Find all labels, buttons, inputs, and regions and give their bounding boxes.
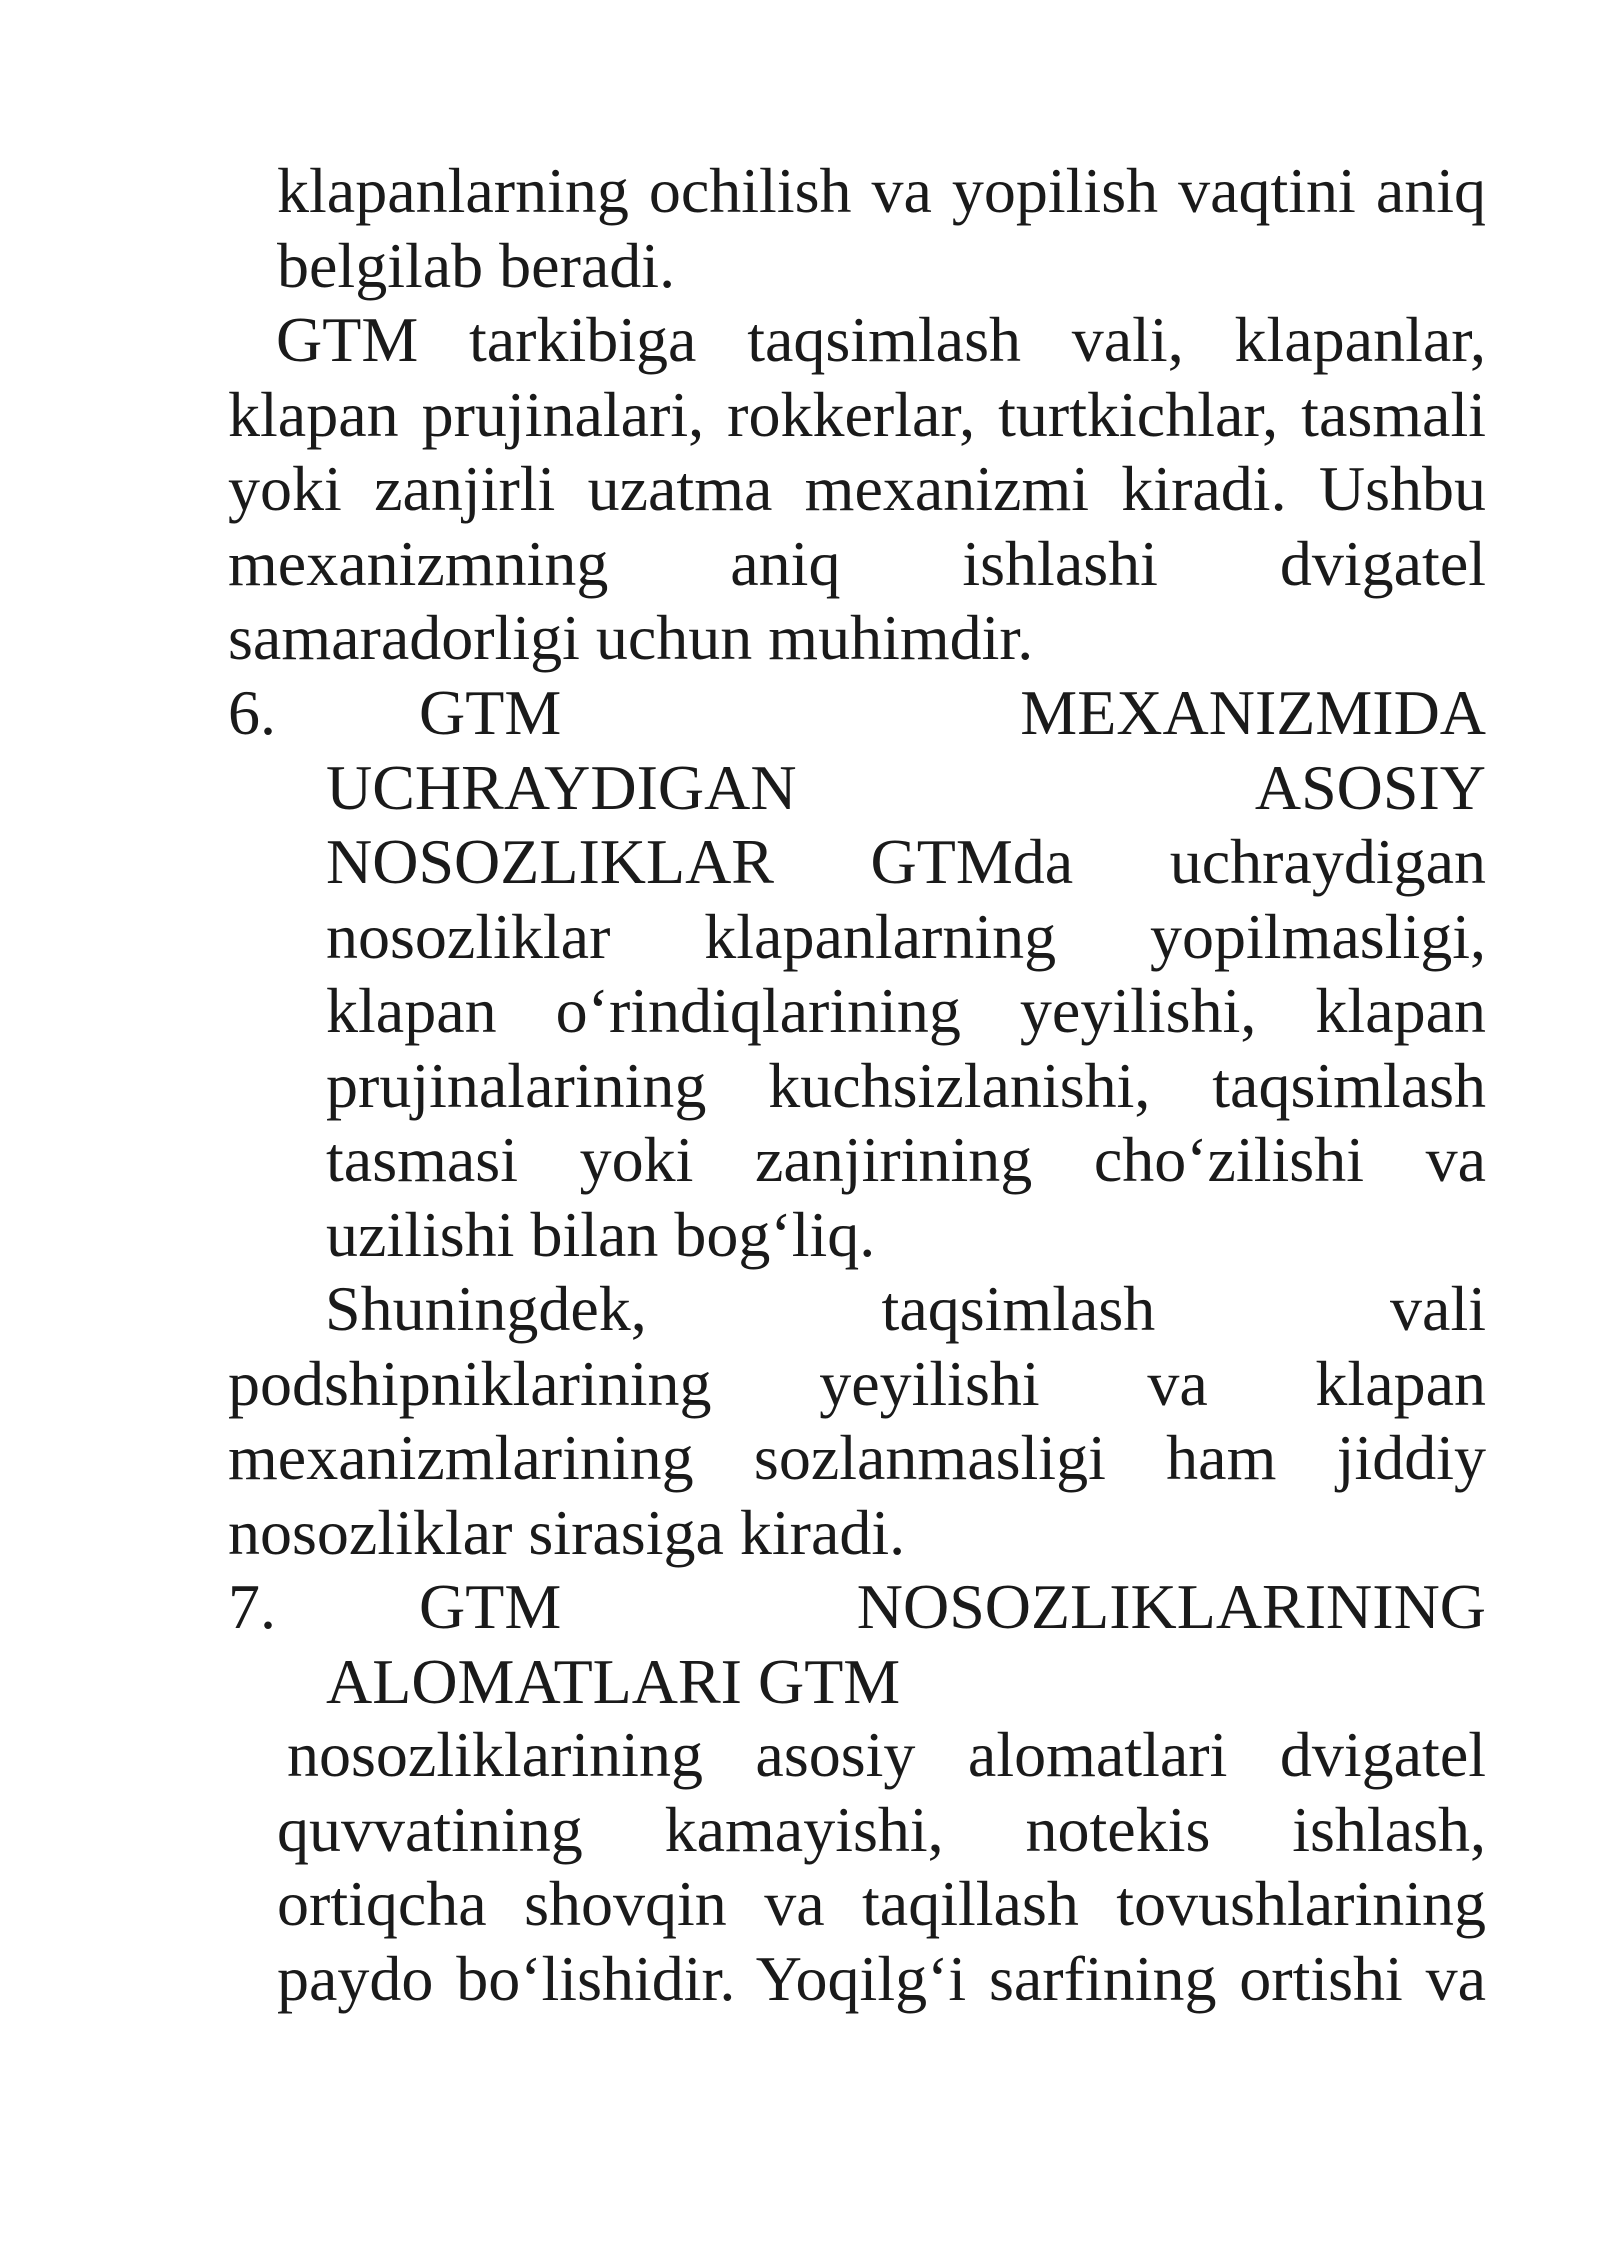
section-6-heading <box>228 676 1486 1272</box>
section-6-text: GTM MEXANIZMIDA UCHRAYDIGAN ASOSIY NOSOZLIKLAR GTMda uchraydigan nosozliklar klapanlarning yopilmasligi, klapan o‘rindiqlarining yeyilishi, klapan prujinalarining kuchsizlanishi, taqsimlash tasmasi yoki zanjirining cho‘zilishi va uzilishi bilan bog‘liq. <box>326 677 1486 1270</box>
paragraph-gtm-composition: GTM tarkibiga taqsimlash vali, klapanlar, klapan prujinalari, rokkerlar, turtkichlar, tasmali yoki zanjirli uzatma mexanizmi kiradi. Ushbu mexanizmning aniq ishlashi dvigatel samaradorligi uchun muhimdir. <box>228 304 1486 673</box>
section-6-number: 6. <box>228 677 276 748</box>
section-7-number: 7. <box>228 1571 276 1642</box>
paragraph-continuation: klapanlarning ochilish va yopilish vaqtini aniq belgilab beradi. <box>277 155 1486 301</box>
section-7-text: GTM NOSOZLIKLARINING ALOMATLARI GTM <box>326 1571 1486 1717</box>
section-7-heading <box>228 1570 1486 1719</box>
paragraph-additional-faults: Shuningdek, taqsimlash vali podshipniklarining yeyilishi va klapan mexanizmlarining sozlanmasligi ham jiddiy nosozliklar sirasiga kiradi. <box>228 1273 1486 1568</box>
paragraph-fault-symptoms: nosozliklarining asosiy alomatlari dvigatel quvvatining kamayishi, notekis ishlash, ortiqcha shovqin va taqillash tovushlarining paydo bo‘lishidir. Yoqilg‘i sarfining ortishi va <box>277 1719 1486 2014</box>
